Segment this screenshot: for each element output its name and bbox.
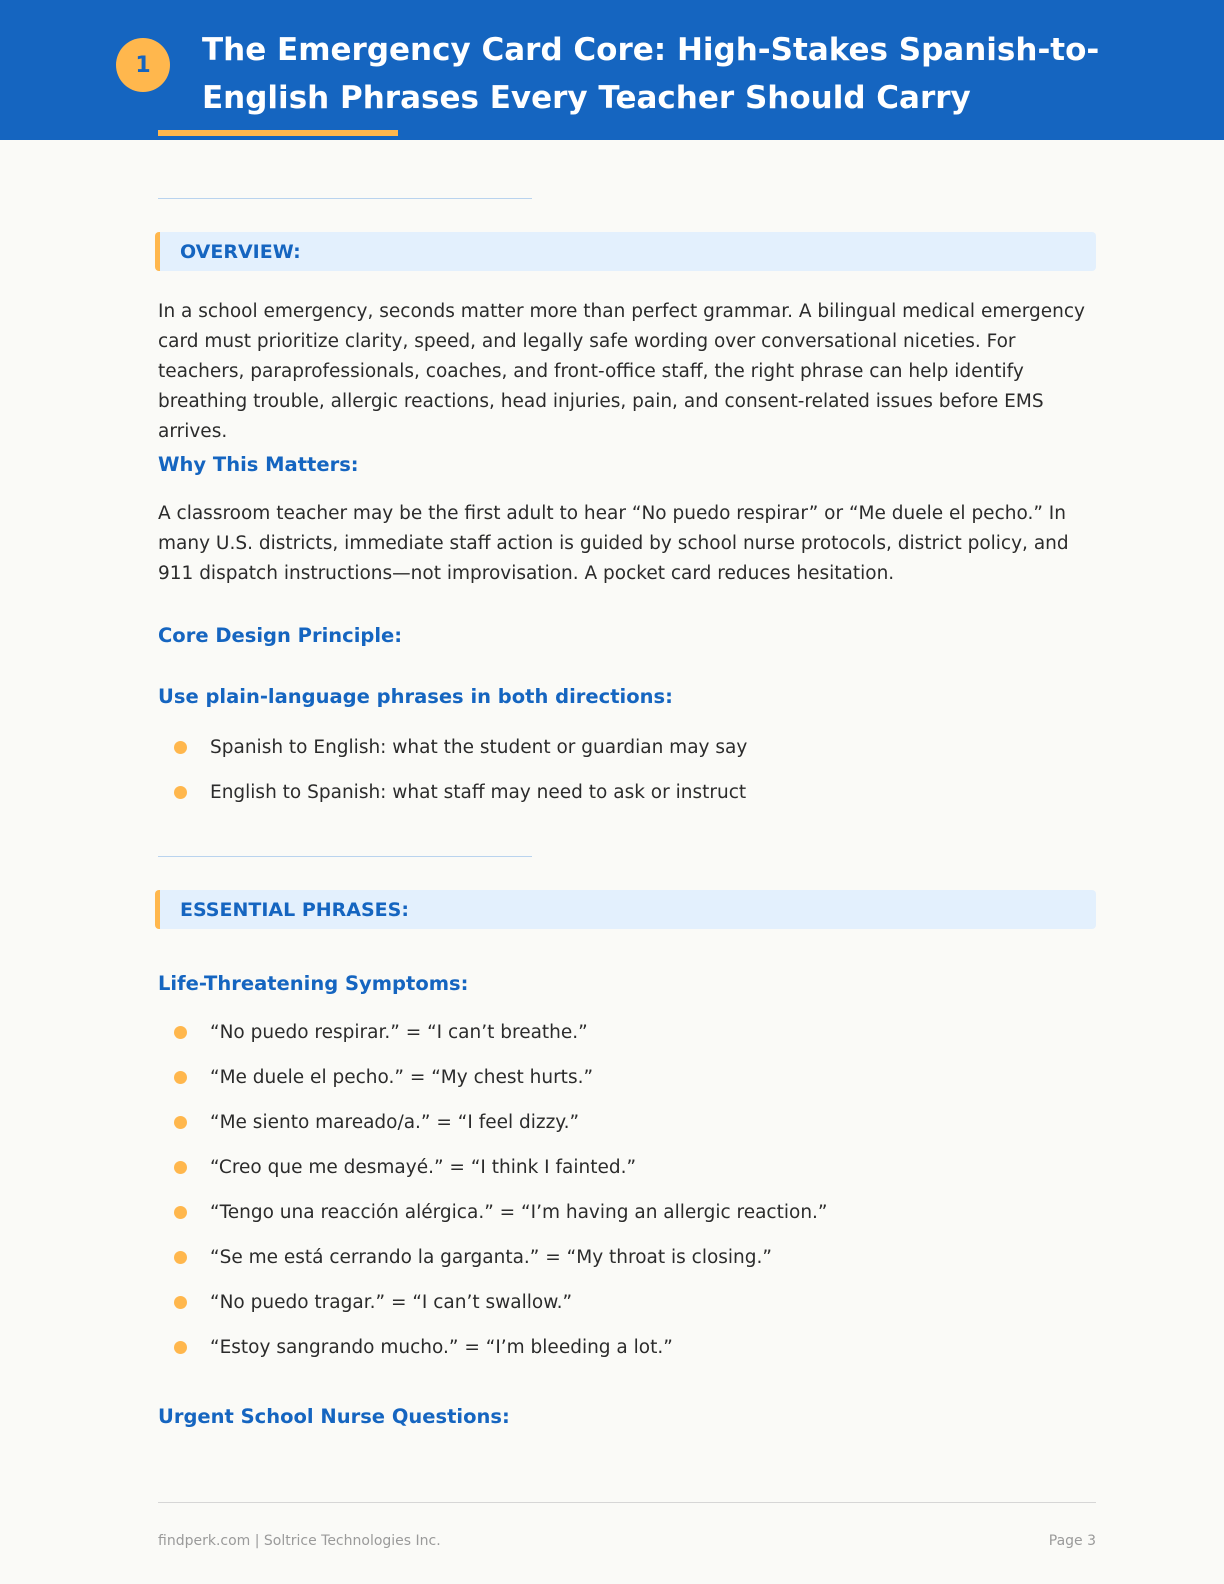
list-item: “Creo que me desmayé.” = “I think I fainted.”	[174, 1145, 828, 1190]
overview-paragraph: In a school emergency, seconds matter more than perfect grammar. A bilingual medical emergency card must prioritize clarity, speed, and legally safe wording over conversational niceties. For teachers, paraprofessionals, coaches, and front-office staff, the right phrase can help identify breathing trouble, allergic reactions, head injuries, pain, and consent-related issues before EMS arrives.	[158, 301, 1085, 442]
bullet-dot	[174, 1071, 187, 1084]
core-principle-heading: Core Design Principle:	[158, 624, 403, 647]
overview-heading-text: OVERVIEW:	[180, 240, 301, 263]
bullet-dot	[174, 1026, 187, 1039]
chapter-number-badge: 1	[116, 38, 170, 92]
bullet-dot	[174, 1296, 187, 1309]
essential-heading-text: ESSENTIAL PHRASES:	[180, 898, 409, 921]
footer-publisher: findperk.com | Soltrice Technologies Inc.	[158, 1533, 441, 1549]
list-item: “Se me está cerrando la garganta.” = “My throat is closing.”	[174, 1235, 828, 1280]
list-item: “No puedo tragar.” = “I can’t swallow.”	[174, 1280, 828, 1325]
overview-section-heading	[155, 232, 1096, 271]
section-divider	[158, 198, 532, 199]
section-divider	[158, 856, 532, 857]
footer-divider	[158, 1502, 1096, 1503]
chapter-title: The Emergency Card Core: High-Stakes Spanish-to-English Phrases Every Teacher Should Carry	[202, 32, 1100, 116]
list-item: “Tengo una reacción alérgica.” = “I’m having an allergic reaction.”	[174, 1190, 828, 1235]
list-item: “Me duele el pecho.” = “My chest hurts.”	[174, 1055, 828, 1100]
nurse-questions-heading: Urgent School Nurse Questions:	[158, 1405, 510, 1428]
bullet-dot	[174, 786, 187, 799]
why-matters-heading: Why This Matters:	[158, 453, 359, 476]
header-accent-bar	[158, 130, 398, 136]
bullet-dot	[174, 1341, 187, 1354]
direction-list	[174, 725, 747, 815]
bullet-dot	[174, 1161, 187, 1174]
chapter-header	[0, 0, 1224, 140]
list-item: Spanish to English: what the student or guardian may say	[174, 725, 747, 770]
bullet-dot	[174, 741, 187, 754]
bullet-dot	[174, 1116, 187, 1129]
why-matters-paragraph: A classroom teacher may be the first adult to hear “No puedo respirar” or “Me duele el pecho.” In many U.S. districts, immediate staff action is guided by school nurse protocols, district policy, and 911 dispatch instructions—not improvisation. A pocket card reduces hesitation.	[158, 503, 1069, 584]
bullet-dot	[174, 1206, 187, 1219]
phrase-list	[174, 1010, 828, 1370]
life-threatening-heading: Life-Threatening Symptoms:	[158, 972, 469, 995]
list-item: “Me siento mareado/a.” = “I feel dizzy.”	[174, 1100, 828, 1145]
list-item: “No puedo respirar.” = “I can’t breathe.”	[174, 1010, 828, 1055]
essential-phrases-section-heading	[155, 890, 1096, 929]
list-item: English to Spanish: what staff may need to ask or instruct	[174, 770, 747, 815]
bullet-dot	[174, 1251, 187, 1264]
list-item: “Estoy sangrando mucho.” = “I’m bleeding a lot.”	[174, 1325, 828, 1370]
plain-language-subheading: Use plain-language phrases in both directions:	[158, 685, 673, 708]
page-number: Page 3	[1048, 1533, 1096, 1549]
